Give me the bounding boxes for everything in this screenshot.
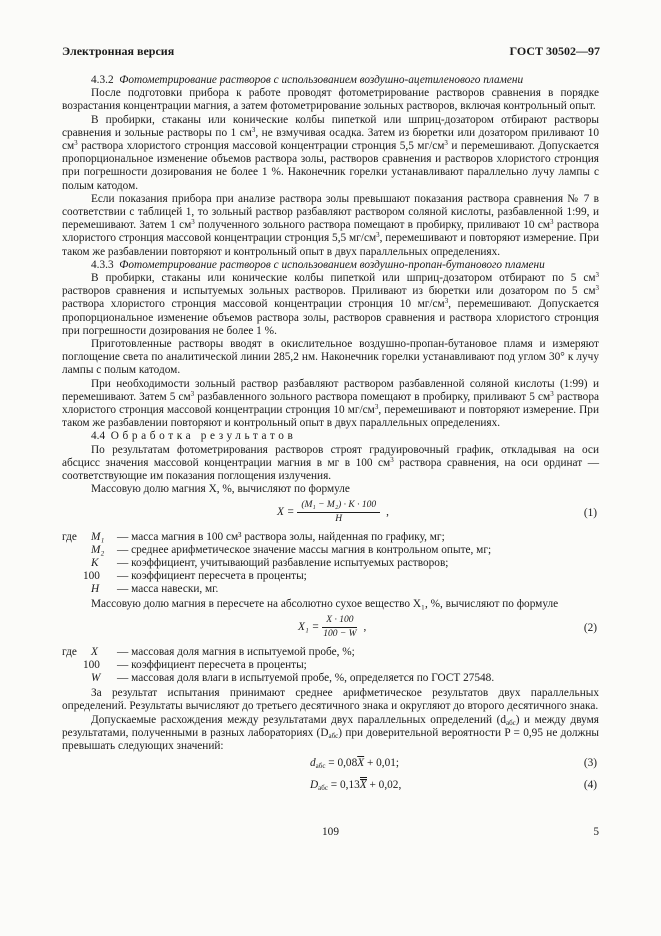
document-body [62,74,599,797]
paragraph: После подготовки прибора к работе проводят фотометрирование растворов сравнения в порядке возрастания концентрации магния, а затем фотометрирование зольных растворов, включая контрольный опыт. [62,87,599,113]
legend-row: 100 — коэффициент пересчета в проценты; [83,658,307,671]
paragraph: По результатам фотометрирования растворов строят градуировочный график, откладывая на оси абсцисс значения массовой концентрации магния в мг в 100 $см^3$ раствора сравнения, на оси ординат — соответствующие им показания поглощения излучения. [62,443,600,483]
legend-row: где M₁ — масса магния в 100 см³ раствора золы, найденная по графику, мг; [62,530,445,543]
formula-fraction: $\frac{\text{(M₁ − M₂) · K · 100}}{H}$ [297,500,380,525]
section-4-3-2-heading: 4.3.2 Фотометрирование растворов с использованием воздушно-ацетиленового пламени [91,74,524,86]
section-4-3-3-heading: 4.3.3 Фотометрирование растворов с использованием воздушно-пропан-бутанового пламени [91,258,545,271]
page-number-right: 5 [593,826,599,838]
formula-lhs: X = [277,505,295,518]
paragraph: Массовую долю магния X, %, вычисляют по формуле [91,483,350,496]
paragraph: Если показания прибора при анализе раствора золы превышают показания раствора сравнения № 7 в соответствии с таблицей 1, то зольный раствор разбавляют раствором соляной кислоты, разбавленной 1:99, и перемешивают. Затем 1 $см^3$ полученного зольного раствора помещают в пробирку, приливают 10 $см^3$ раствора хлористого стронция массовой концентрации стронция 5,5 $мг/см^3$, перемешивают и повторяют измерение. При таком же разбавлении повторяют и контрольный опыт в двух параллельных определениях. [62,192,600,258]
paragraph: В пробирки, стаканы или конические колбы пипеткой или шприц-дозатором отбирают растворы сравнения и зольные растворы по 1 $см^3$, не взмучивая осадка. Затем из бюретки или дозатором приливают 10 $см^3$ раствора хлористого стронция массовой концентрации стронция 5,5 $мг/см^3$ и перемешивают. Допускается пропорциональное изменение объемов раствора золы, растворов сравнения и растворов хлористого стронция при погрешности дозирования не более 1 %. Наконечник горелки устанавливают параллельно лучу лампы с полым катодом. [62,113,599,192]
page-number-center: 109 [322,826,339,838]
paragraph: За результат испытания принимают среднее арифметическое результатов двух параллельных определений. Результаты вычисляют до третьего десятичного знака и округляют до второго десятичного знака. [62,687,599,713]
formula-number: (2) [583,621,597,634]
formula-fraction: $\frac{X \cdot 100}{100 - W}$ [323,615,357,640]
formula-3: $d_{абс} = 0,08\overline{X} + 0,01$; (3) [310,757,597,771]
section-4-4-heading: 4.4 Обработка результатов [91,430,297,443]
paragraph: Приготовленные растворы вводят в окислительное воздушно-пропан-бутановое пламя и измеряют поглощение света по аналитической линии 285,2 нм. Наконечник горелки устанавливают под углом 30° к лучу лампы с полым катодом. [62,338,599,377]
formula-4: $D_{абс} = 0,13X + 0,02$, (4) [310,779,597,793]
legend-row: где X — массовая доля магния в испытуемой пробе, %; [62,645,355,658]
formula-lhs: X₁ = [298,621,320,634]
formula-number: (4) [583,779,597,792]
formula-1: X = $\frac{\text{(M₁ − M₂) · K · 100}}{H}$ , (1) [277,500,597,524]
paragraph: Допускаемые расхождения между результатами двух параллельных определений $(d_{абс})$ и между двумя результатами, полученными в разных лабораториях $(D_{абс})$ при доверительной вероятности P = 0,95 не должны превышать следующих значений: [62,713,599,753]
legend-row: W — массовая доля влаги в испытуемой пробе, %, определяется по ГОСТ 27548. [91,672,495,685]
paragraph: В пробирки, стаканы или конические колбы пипеткой или шприц-дозатором отбирают по 5 $см^3$ растворов сравнения и испытуемых зольных растворов. Приливают из бюретки или дозатором по 5 $см^3$ раствора хлористого стронция массовой концентрации стронция 10 $мг/см^3$, перемешивают. Допускается пропорциональное изменение объемов раствора золы, растворов сравнения и раствора хлористого стронция при погрешности дозирования не более 1 %. [62,271,600,337]
paragraph: При необходимости зольный раствор разбавляют раствором разбавленной соляной кислоты (1:99) и перемешивают. Затем 5 $см^3$ разбавленного зольного раствора помещают в пробирку, приливают 5 $см^3$ раствора хлористого стронция массовой концентрации стронция 10 $мг/см^3$, перемешивают и повторяют измерение. При таком же разбавлении повторяют и контрольный опыт в двух параллельных определениях. [62,377,599,430]
formula-2: X₁ = $\frac{X \cdot 100}{100 - W}$ , (2) [298,615,597,640]
formula-number: (3) [583,757,597,770]
legend-row: K — коэффициент, учитывающий разбавление испытуемых растворов; [91,556,449,569]
legend-row: H — масса навески, мг. [91,583,219,596]
legend-formula-1 [62,531,599,597]
standard-number: ГОСТ 30502—97 [509,44,600,58]
paragraph: Массовую долю магния в пересчете на абсолютно сухое вещество X₁, %, вычисляют по формуле [91,598,559,611]
edition-label: Электронная версия [62,44,175,58]
formula-number: (1) [583,506,597,519]
legend-row: 100 — коэффициент пересчета в проценты; [83,570,307,583]
legend-formula-2 [62,646,599,686]
legend-row: M₂ — среднее арифметическое значение массы магния в контрольном опыте, мг; [91,543,492,556]
